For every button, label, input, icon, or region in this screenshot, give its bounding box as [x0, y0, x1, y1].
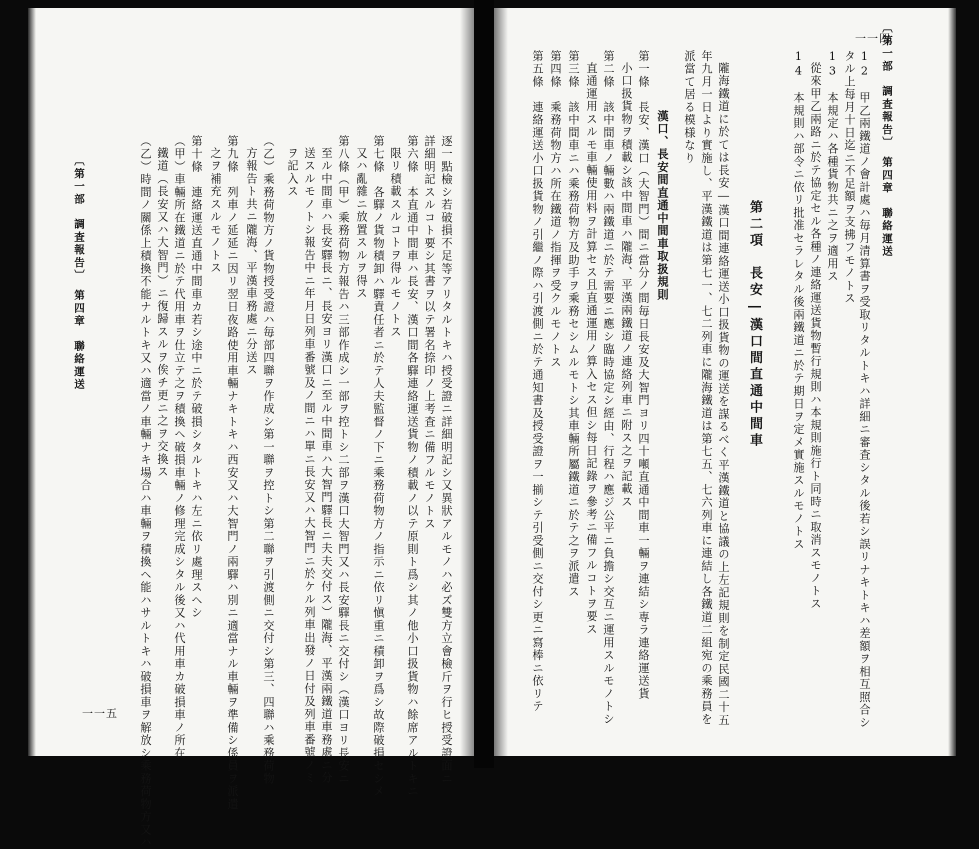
left-column-18: （乙）時間ノ關係上積換不能ナルトキ又ハ適當ノ車輛ナキ場合ハ車輛ヲ積換ヘ能ハサルトキハ破損車ヲ解放シ乘務荷物方又ハ: [139, 135, 152, 849]
left-column-2: 詳細明記スルコト要シ其書ヲ以テ署名捺印ノ上考査ニ備フルモノトス: [423, 135, 436, 531]
left-column-13: 第九條 列車ノ延延ニ因リ翌日夜路使用車輛ナキトキハ西安又ハ大智門ノ兩驛ハ別ニ適當ナル車輛ヲ準備シ係員ヲ派遣: [226, 135, 239, 811]
left-column-10: ヲ記入ス: [286, 147, 299, 198]
right-column-13: 第二條 該中間車ノ輛數ハ兩鐵道ニ於テ需要ニ應シ臨時協定シ經由、行程ハ應ジ公平ニ負擔シ交互ニ運用スルモノトシ: [602, 50, 615, 726]
right-page-number: 一一四: [855, 32, 891, 45]
right-column-5: 14 本規則ハ部令ニ依リ批准セラレタル後兩鐵道ニ於テ期日ヲ定メ實施スルモノトス: [792, 50, 805, 551]
left-column-9: 送スルモノトシ報告中ニ年月日列車番號及ノ間ニハ單ニ長安又ハ大智門ニ於ケル列車出發ノ日付及列車番號ノミ: [303, 147, 316, 785]
left-column-8: 至ル中間車ハ長安驛長ニ、長安ヨリ漢口ニ至ル中間車ハ大智門驛長ニ夫夫交付ス）隴海、平漢兩鐵道車務處ニ分: [320, 147, 333, 785]
left-column-16: （甲）車輛所在鐵道ニ於テ代用車ヲ仕立テ之ヲ積換ヘ破損車輛ノ修理完成シタル後又ハ代用車カ破損車ノ所在: [173, 135, 186, 760]
right-column-9: 派當て居る模様なり: [683, 50, 696, 165]
left-column-5: 第七條 各驛ノ貨物積卸ハ驛責任者ニ於テ人夫監督ノ下ニ乘務荷物方ノ指示ニ依リ愼重ニ積卸ヲ爲シ故際破損セシメ: [372, 135, 385, 798]
right-column-11: 第一條 長安、漢口（大智門）間ニ當分ノ間毎日長安及大智門ヨリ四十噸直通中間車一輛ヲ連結シ専ラ連絡運送貨: [637, 50, 650, 701]
right-column-2: タル上每月十日迄ニ不足額ヲ支拂フモノトス: [843, 50, 856, 305]
rules-title: 漢口、長安間直通中間車取扱規則: [656, 110, 670, 302]
left-column-4: 限リ積載スルコトヲ得ルモノトス: [389, 147, 402, 339]
right-column-1: 12 甲乙兩鐵道ノ會計處ハ毎月清算書ヲ受取リタルトキハ詳細ニ審査シタル後若シ誤リナキトキハ差額ヲ相互照合シ: [858, 50, 871, 730]
right-column-12: 小口扱貨物ヲ積載シ該中間車ハ隴海、平漢兩鐵道ノ連絡列車ニ附ス之ヲ記載ス: [620, 62, 633, 509]
right-column-8: 年九月一日より實施し、平漢鐵道は第七一、七二列車に隴海鐵道は第七五、七六列車に連結し各鐵道二組宛の乘務員を: [700, 50, 713, 726]
left-column-1: 逐一點檢シ若破損不足等アリタルトキハ授受證ニ詳細明記シ又異狀アルモノハ必ズ雙方立會檢斤ヲ行ヒ授受證面ニ: [440, 135, 453, 786]
right-column-16: 第四條 乘務荷物方ハ所在鐵道ノ指揮ヲ受クルモノトス: [549, 50, 562, 369]
left-column-17: 鐵道（長安又ハ大智門）ニ復歸スルヲ俟チ更ニ之ヲ交換ス: [156, 147, 169, 479]
section-heading: 第二項 長安―漢口間直通中間車: [747, 200, 762, 450]
left-page-number: 一一五: [82, 707, 118, 720]
right-column-4: 從來甲乙兩路ニ於テ協定セル各種ノ連絡運送貨物暫行規則ハ本規則施行ト同時ニ取消スモノトス: [809, 62, 822, 611]
right-column-7: 隴海鐵道に於ては長安―漢口間連絡運送小口扱貨物の運送を謀るべく平漢鐵道と協議の上左記規則を制定民國二十五: [717, 62, 730, 727]
left-column-14: 之ヲ補充スルモノトス: [209, 147, 222, 275]
left-column-15: 第十條 連絡運送直通中間車カ若シ途中ニ於テ破損シタルトキハ左ニ依リ處理スヘシ: [190, 135, 203, 620]
book-spine: [474, 0, 494, 768]
right-column-15: 第三條 該中間車ニハ乘務荷物方及助手ヲ乘務セシムルモトシ其車輛所屬鐵道ニ於テ之ヲ派遣ス: [567, 50, 580, 599]
left-column-11: （乙）乘務荷物方ノ貨物授受證ハ毎部四聯ヲ作成シ第一聯ヲ控トシ第二聯ヲ引渡側ニ交付シ第三、四聯ハ乘務荷物: [262, 135, 275, 786]
right-column-14: 直通運用スルモ車輛使用料ヲ計算セス且直通運用ノ算入セス但シ每日記錄ヲ參考ニ備フルコトヲ要ス: [585, 62, 598, 636]
left-column-7: 第八條（甲）乘務荷物方報告ハ三部作成シ一部ヲ控トシ二部ヲ漢口大智門又ハ長安驛長ニ交付シ（漢口ヨリ長安ニ: [337, 135, 350, 786]
left-column-3: 第六條 本直通中間車ハ長安、漢口間各驛連絡運送貨物ノ積載ノ以テ原則ト爲シ其ノ他小口扱貨物ハ餘席アルトキニ: [406, 135, 419, 798]
left-column-12: 方報告ト共ニ隴海、平漢車務處ニ分送ス: [245, 147, 258, 377]
left-page-footer: 〔第一部 調査報告〕 第四章 聯絡運送: [73, 155, 85, 392]
right-column-3: 13 本規定ハ各種貨物共ニ之ヲ適用ス: [826, 50, 839, 284]
left-column-6: 又ハ亂雜ニ放置スルヲ得ス: [355, 147, 368, 300]
right-column-17: 第五條 連絡運送小口扱貨物ノ引繼ノ際ハ引渡側ニ於テ通知書及授受證ヲ一揃シテ引受側ニ交付シ更ニ寫棒ニ依リテ: [531, 50, 544, 713]
right-page-header: 〔第一部 調査報告〕 第四章 聯絡運送: [881, 22, 893, 259]
